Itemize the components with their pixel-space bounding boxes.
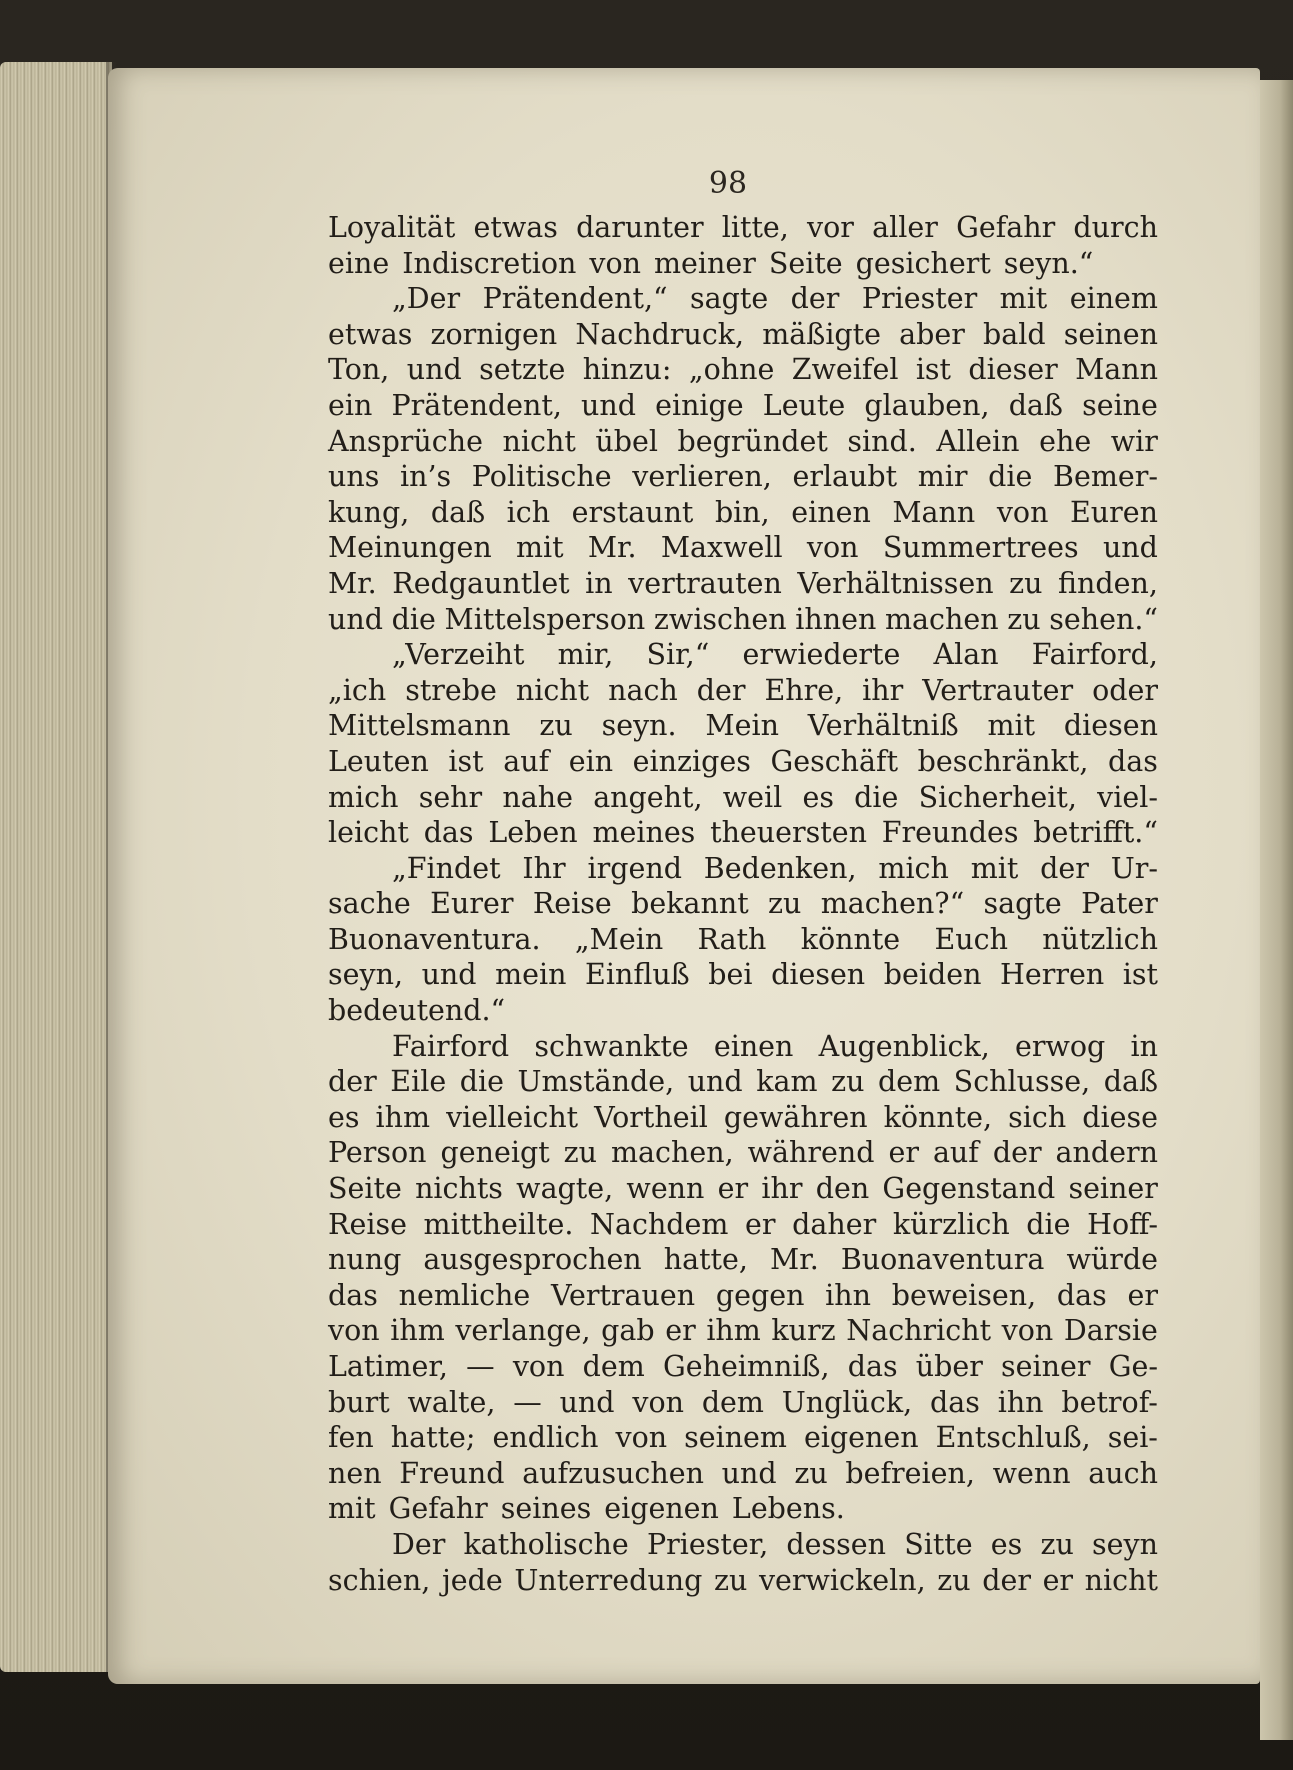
text-line: Mittelsmann zu seyn. Mein Verhältniß mit diesen — [328, 709, 1158, 743]
text-line: „Findet Ihr irgend Bedenken, mich mit der Ur- — [392, 851, 1158, 885]
facing-page-edge — [1260, 80, 1293, 1740]
page-number: 98 — [708, 166, 748, 201]
text-line: es ihm vielleicht Vortheil gewähren könnte, sich diese — [328, 1100, 1158, 1134]
text-line: mit Gefahr seines eigenen Lebens. — [328, 1492, 845, 1526]
text-line: nung ausgesprochen hatte, Mr. Buonaventura würde — [328, 1243, 1158, 1277]
text-line: sache Eurer Reise bekannt zu machen?“ sagte Pater — [328, 887, 1158, 921]
text-line: und die Mittelsperson zwischen ihnen machen zu sehen.“ — [328, 602, 1158, 636]
text-line: nen Freund aufzusuchen und zu befreien, wenn auch — [328, 1456, 1158, 1490]
text-line: Person geneigt zu machen, während er auf der andern — [328, 1136, 1158, 1170]
text-line: der Eile die Umstände, und kam zu dem Schlusse, daß — [328, 1065, 1158, 1099]
text-line: Buonaventura. „Mein Rath könnte Euch nützlich — [328, 922, 1158, 956]
text-line: burt walte, — und von dem Unglück, das ihn betrof- — [328, 1385, 1158, 1419]
text-line: seyn, und mein Einfluß bei diesen beiden Herren ist — [328, 958, 1158, 992]
text-line: fen hatte; endlich von seinem eigenen Entschluß, sei- — [328, 1421, 1158, 1455]
text-line: etwas zornigen Nachdruck, mäßigte aber bald seinen — [328, 317, 1158, 351]
text-line: Ansprüche nicht übel begründet sind. Allein ehe wir — [328, 424, 1158, 458]
text-line: schien, jede Unterredung zu verwickeln, zu der er nicht — [328, 1563, 1158, 1597]
text-line: Mr. Redgauntlet in vertrauten Verhältnissen zu finden, — [328, 566, 1158, 600]
text-line: Meinungen mit Mr. Maxwell von Summertrees und — [328, 531, 1158, 565]
text-line: „ich strebe nicht nach der Ehre, ihr Vertrauter oder — [328, 673, 1158, 707]
text-line: bedeutend.“ — [328, 994, 506, 1028]
text-line: Fairford schwankte einen Augenblick, erwog in — [392, 1029, 1158, 1063]
text-line: Leuten ist auf ein einziges Geschäft beschränkt, das — [328, 744, 1158, 778]
text-line: Der katholische Priester, dessen Sitte es zu seyn — [392, 1527, 1158, 1561]
text-line: von ihm verlange, gab er ihm kurz Nachricht von Darsie — [328, 1314, 1158, 1348]
body-text — [328, 210, 1158, 1598]
text-line: das nemliche Vertrauen gegen ihn beweisen, das er — [328, 1278, 1158, 1312]
text-line: „Der Prätendent,“ sagte der Priester mit einem — [392, 282, 1158, 316]
book-page-edges — [0, 62, 112, 1672]
text-line: „Verzeiht mir, Sir,“ erwiederte Alan Fairford, — [392, 638, 1158, 672]
text-line: Latimer, — von dem Geheimniß, das über seiner Ge- — [328, 1350, 1158, 1383]
text-line: Ton, und setzte hinzu: „ohne Zweifel ist dieser Mann — [328, 353, 1158, 387]
text-line: Loyalität etwas darunter litte, vor aller Gefahr durch — [328, 211, 1158, 244]
text-line: eine Indiscretion von meiner Seite gesichert seyn.“ — [328, 246, 1094, 280]
text-line: mich sehr nahe angeht, weil es die Sicherheit, viel- — [328, 780, 1158, 814]
text-line: leicht das Leben meines theuersten Freundes betrifft.“ — [328, 816, 1158, 850]
text-line: Reise mittheilte. Nachdem er daher kürzlich die Hoff- — [328, 1207, 1158, 1241]
text-line: Seite nichts wagte, wenn er ihr den Gegenstand seiner — [328, 1172, 1158, 1206]
text-line: ein Prätendent, und einige Leute glauben, daß seine — [328, 388, 1158, 422]
text-line: kung, daß ich erstaunt bin, einen Mann von Euren — [328, 495, 1158, 529]
text-line: uns in’s Politische verlieren, erlaubt mir die Bemer- — [328, 460, 1158, 494]
